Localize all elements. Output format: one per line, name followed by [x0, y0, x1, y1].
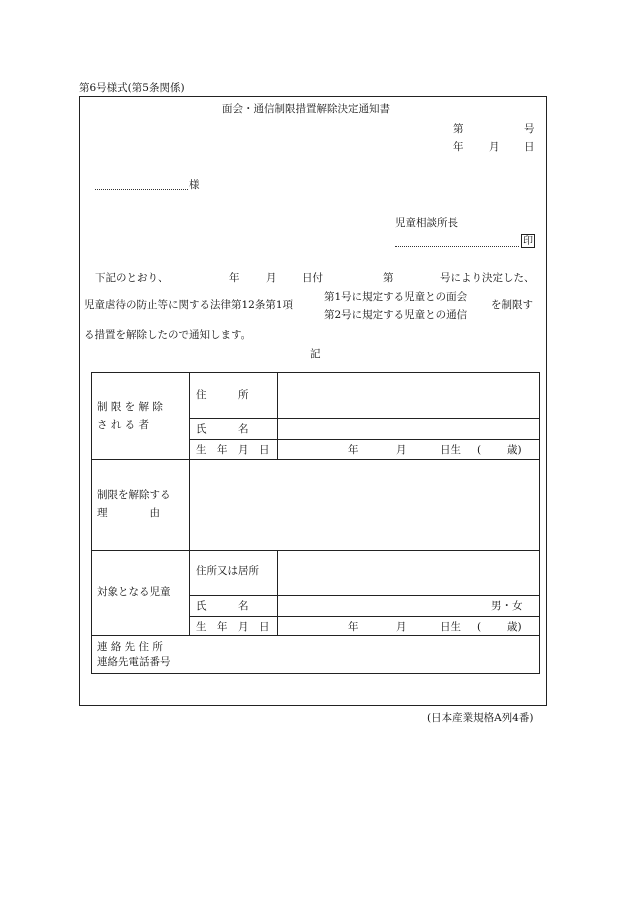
subject-dob-year: 年	[348, 444, 359, 456]
table-column-divider	[277, 550, 278, 635]
child-dob-year: 年	[348, 621, 359, 633]
child-dob-month: 月	[396, 621, 407, 633]
body-intro: 下記のとおり、	[95, 272, 169, 284]
body-restrict: を制限す	[491, 299, 533, 311]
body-date-suffix: 日付	[302, 272, 323, 284]
child-dob-day: 日生	[440, 621, 461, 633]
table-column-divider	[277, 372, 278, 459]
child-age-close: 歳)	[507, 621, 522, 633]
table-row-divider	[189, 595, 540, 596]
table-section-divider	[91, 635, 540, 636]
subject-age-open: (	[477, 444, 482, 456]
child-dob-label: 生 年 月 日	[196, 621, 270, 633]
table-section-divider	[91, 459, 540, 460]
date-year: 年	[453, 141, 464, 153]
table-border-bottom	[91, 673, 540, 674]
subject-label-1: 制 限 を 解 除	[97, 401, 163, 413]
child-address-label: 住所又は居所	[196, 565, 259, 577]
subject-address-label: 住 所	[196, 389, 249, 401]
body-go-decided: 号により決定した、	[440, 272, 535, 284]
reason-label-1: 制限を解除する	[97, 489, 171, 501]
doc-number-dai: 第	[453, 123, 464, 135]
subject-dob-label: 生 年 月 日	[196, 444, 270, 456]
subject-age-close: 歳)	[507, 444, 522, 456]
reason-label-2: 理 由	[97, 507, 160, 519]
doc-number-go: 号	[524, 123, 535, 135]
subject-name-label: 氏 名	[196, 423, 249, 435]
footer-paper-spec: (日本産業規格A列4番)	[427, 712, 534, 724]
subject-label-2: さ れ る 者	[97, 419, 150, 431]
child-name-label: 氏 名	[196, 600, 249, 612]
body-line-3: る措置を解除したので通知します。	[84, 329, 252, 341]
form-title: 面会・通信制限措置解除決定通知書	[222, 103, 390, 115]
table-border-left	[91, 372, 92, 673]
table-row-divider	[189, 616, 540, 617]
table-row-divider	[189, 439, 540, 440]
date-month: 月	[489, 141, 500, 153]
child-gender: 男・女	[491, 600, 523, 612]
body-year: 年	[229, 272, 240, 284]
issuer-name-line[interactable]	[395, 246, 519, 247]
table-row-divider	[189, 418, 540, 419]
issuer-title: 児童相談所長	[395, 217, 458, 229]
table-border-top	[91, 372, 540, 373]
form-number: 第6号様式(第5条関係)	[79, 82, 185, 94]
body-dai: 第	[383, 272, 394, 284]
table-section-divider	[91, 550, 540, 551]
child-label: 対象となる児童	[97, 586, 171, 598]
subject-dob-month: 月	[396, 444, 407, 456]
body-option-2: 第2号に規定する児童との通信	[324, 309, 468, 321]
body-option-1: 第1号に規定する児童との面会	[324, 291, 468, 303]
contact-phone-label: 連絡先電話番号	[97, 656, 171, 668]
body-month: 月	[266, 272, 277, 284]
addressee-line[interactable]	[95, 189, 188, 190]
subject-dob-day: 日生	[440, 444, 461, 456]
seal-mark: 印	[523, 236, 533, 247]
contact-address-label: 連 絡 先 住 所	[97, 641, 163, 653]
date-day: 日	[524, 141, 535, 153]
body-law: 児童虐待の防止等に関する法律第12条第1項	[84, 299, 294, 311]
addressee-suffix: 様	[189, 179, 200, 191]
ki-mark: 記	[310, 348, 321, 360]
child-age-open: (	[477, 621, 482, 633]
